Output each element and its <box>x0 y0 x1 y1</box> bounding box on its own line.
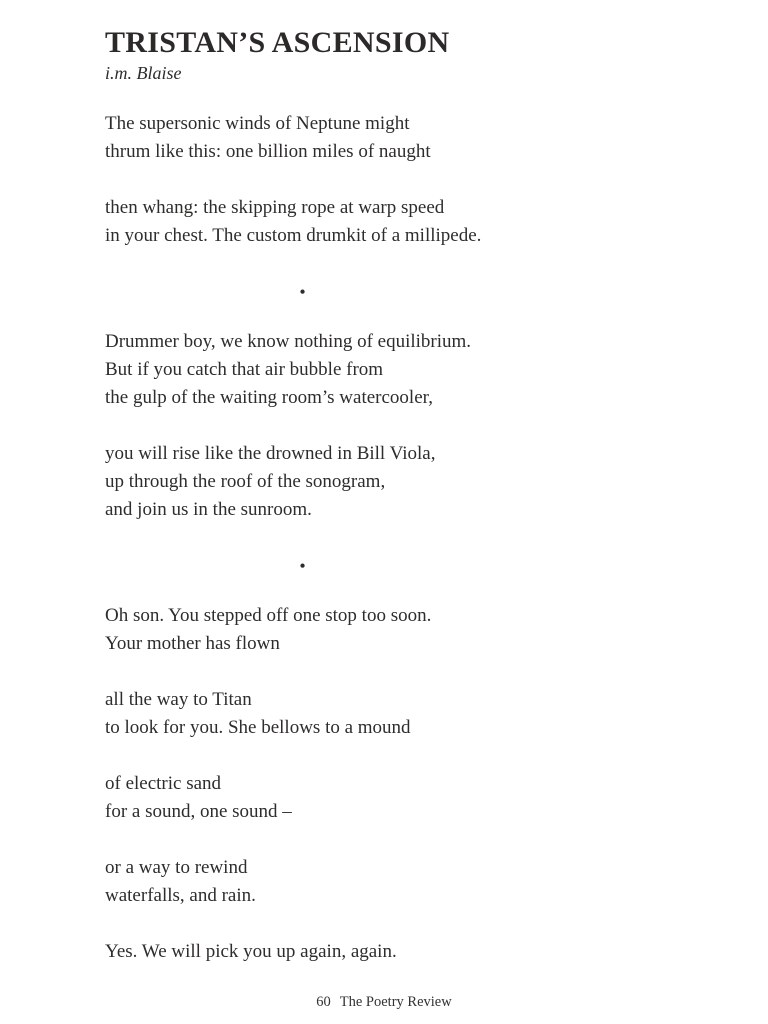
poem-line: Yes. We will pick you up again, again. <box>105 941 397 962</box>
stanza <box>105 770 500 826</box>
poem-line: up through the roof of the sonogram, <box>105 471 386 492</box>
poem-content <box>105 27 505 994</box>
poem-line: all the way to Titan <box>105 689 252 710</box>
poem-line: thrum like this: one billion miles of naught <box>105 141 431 162</box>
poem-line: of electric sand <box>105 773 222 794</box>
poem-line: you will rise like the drowned in Bill Viola, <box>105 443 436 464</box>
poem-body <box>105 110 500 966</box>
poem-line: to look for you. She bellows to a mound <box>105 717 411 738</box>
journal-name: The Poetry Review <box>339 994 452 1010</box>
poem-line: then whang: the skipping rope at warp speed <box>105 197 445 218</box>
stanza <box>105 110 500 166</box>
poem-line: Drummer boy, we know nothing of equilibrium. <box>105 331 472 352</box>
stanza-separator: • <box>299 556 306 576</box>
poem-line: Your mother has flown <box>105 633 280 654</box>
poem-line: for a sound, one sound – <box>105 801 292 822</box>
poem-line: in your chest. The custom drumkit of a millipede. <box>105 225 482 246</box>
poem-line: Oh son. You stepped off one stop too soon. <box>105 605 432 626</box>
poem-line: the gulp of the waiting room’s watercooler, <box>105 387 433 408</box>
stanza <box>105 602 500 658</box>
stanza <box>105 686 500 742</box>
stanza-separator: • <box>299 282 306 302</box>
poem-dedication: i.m. Blaise <box>105 63 182 83</box>
poem-header <box>105 27 505 84</box>
poem-line: The supersonic winds of Neptune might <box>105 113 410 134</box>
poem-line: or a way to rewind <box>105 857 248 878</box>
stanza <box>105 194 500 250</box>
page-footer <box>0 993 768 1011</box>
stanza <box>105 854 500 910</box>
stanza <box>105 938 500 966</box>
page-number: 60 <box>316 994 331 1010</box>
stanza <box>105 440 500 524</box>
poem-line: and join us in the sunroom. <box>105 499 312 520</box>
poem-line: But if you catch that air bubble from <box>105 359 384 380</box>
poem-line: waterfalls, and rain. <box>105 885 256 906</box>
stanza <box>105 328 500 412</box>
poem-title: TRISTAN’S ASCENSION <box>105 26 450 59</box>
